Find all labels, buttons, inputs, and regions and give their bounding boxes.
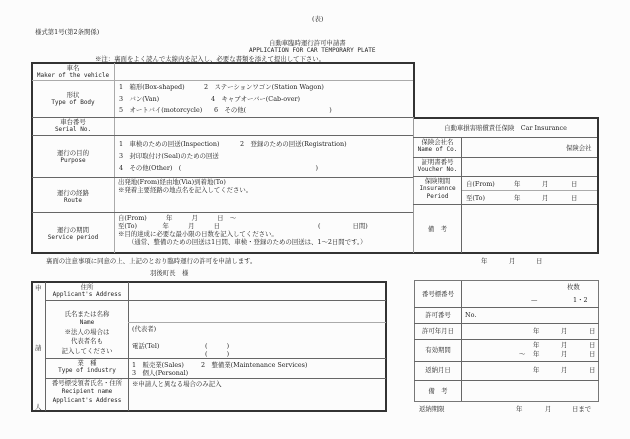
- period-from[interactable]: 自(From) 年 月 日 ～: [118, 214, 237, 222]
- recipient-note: ※申請人と異なる場合のみ記入: [132, 380, 222, 388]
- office-remarks-label: 備 考: [428, 387, 448, 395]
- purpose-label: 運行の目的 Purpose: [57, 149, 89, 165]
- permit-date-month[interactable]: 月: [561, 327, 568, 335]
- insurance-from-year[interactable]: 年: [514, 180, 521, 188]
- form-note: ※注：裏面をよく読んで太線内を記入し、必要な書類を添えて提出して下さい。: [95, 55, 326, 63]
- tel-input-2[interactable]: ( ): [205, 350, 230, 358]
- valid-to-day[interactable]: 日: [589, 350, 596, 358]
- applicant-name-input[interactable]: [129, 301, 385, 321]
- insurance-company-input[interactable]: [462, 138, 562, 156]
- route-note: ※発着主要経路の地点名を記入してください。: [118, 186, 253, 194]
- body-option-wagon[interactable]: 2 ステーションワゴン(Station Wagon): [204, 83, 324, 91]
- purpose-option-inspection[interactable]: 1 車検のための回送(Inspection): [119, 140, 220, 148]
- insurance-to-year[interactable]: 年: [514, 194, 521, 202]
- insurance-company-suffix: 保険会社: [566, 144, 592, 152]
- purpose-option-registration[interactable]: 2 登録のための回送(Registration): [240, 140, 347, 148]
- body-option-box[interactable]: 1 箱形(Box-shaped): [119, 83, 185, 91]
- insurance-to-month[interactable]: 月: [542, 194, 549, 202]
- return-date-day[interactable]: 日: [589, 366, 596, 374]
- valid-to-month[interactable]: 月: [561, 350, 568, 358]
- valid-tilde: ～: [519, 350, 526, 358]
- plate-number-label: 番号標番号: [422, 290, 454, 298]
- form-title-ja: 自動車臨時運行許可申請書: [269, 39, 346, 47]
- maker-label: 車名 Maker of the vehicle: [36, 64, 110, 80]
- valid-period-label: 有効期間: [425, 346, 451, 354]
- industry-option-sales[interactable]: 1 販売業(Sales): [132, 361, 184, 369]
- form-number: 様式第1号(第2条関係): [35, 28, 100, 36]
- return-date-month[interactable]: 月: [561, 366, 568, 374]
- serial-label: 車台番号 Serial No.: [54, 118, 92, 134]
- applicant-side-label-3: 人: [35, 403, 42, 411]
- industry-option-personal[interactable]: 3 個人(Personal): [132, 369, 189, 377]
- route-input[interactable]: [115, 195, 412, 211]
- applicant-side-label-1: 申: [35, 284, 42, 292]
- insurance-to-day[interactable]: 日: [571, 194, 578, 202]
- body-option-van[interactable]: 3 バン(Van): [119, 95, 160, 103]
- maker-input[interactable]: [115, 64, 412, 79]
- body-option-cabover[interactable]: 4 キャブオーバー(Cab-over): [211, 95, 301, 103]
- return-date-label: 返納月日: [425, 366, 451, 374]
- insurance-to-label: 至(To): [466, 194, 485, 202]
- period-to[interactable]: 至(To) 年 月 日: [118, 222, 221, 230]
- route-label: 運行の経路 Route: [57, 189, 89, 205]
- voucher-input[interactable]: [462, 158, 596, 175]
- permit-date-day[interactable]: 日: [589, 327, 596, 335]
- valid-from-month[interactable]: 月: [561, 341, 568, 349]
- insurance-from-label: 自(From): [466, 180, 495, 188]
- declaration-month[interactable]: 月: [509, 257, 516, 265]
- recipient-label: 番号標受領者氏名・住所 Recipient name Applicant's Address: [51, 379, 123, 404]
- permit-date-year[interactable]: 年: [533, 327, 540, 335]
- representative-label: (代表者): [132, 325, 157, 333]
- insurance-from-month[interactable]: 月: [542, 180, 549, 188]
- declaration-year[interactable]: 年: [481, 257, 488, 265]
- office-remarks-input[interactable]: [462, 381, 598, 401]
- industry-label: 業 種 Type of industry: [58, 359, 116, 375]
- return-deadline-day[interactable]: 日まで: [572, 405, 592, 413]
- valid-from-day[interactable]: 日: [589, 341, 596, 349]
- permit-number-label: 許可番号: [425, 311, 451, 319]
- side-label: (表): [312, 15, 324, 23]
- insurance-company-label: 保険会社名 Name of Co.: [417, 138, 458, 154]
- declaration-text: 裏面の注意事項に同意の上、上記のとおり臨時運行の許可を申請します。: [46, 257, 257, 265]
- declaration-day[interactable]: 日: [536, 257, 543, 265]
- applicant-address-input[interactable]: [129, 283, 385, 299]
- return-deadline-year[interactable]: 年: [516, 405, 523, 413]
- applicant-name-label: 氏名または名称 Name ※法人の場合は 代表者名も 記入してください: [61, 310, 113, 355]
- route-from-via-to: 出発地(From)経由地(Via)到着地(To): [118, 178, 226, 186]
- applicant-address-label: 住所 Applicant's Address: [52, 283, 122, 299]
- permit-date-label: 許可年月日: [422, 327, 454, 335]
- plate-count-label: 枚数: [567, 283, 580, 291]
- valid-from-year[interactable]: 年: [533, 341, 540, 349]
- body-option-other[interactable]: 6 その他( ): [214, 106, 332, 114]
- permit-number-prefix[interactable]: No.: [465, 311, 477, 319]
- insurance-header: 自動車損害賠償責任保険 Car Insurance: [444, 124, 567, 132]
- plate-count-value[interactable]: 1・2: [573, 296, 588, 304]
- industry-option-maintenance[interactable]: 2 整備業(Maintenance Services): [201, 361, 308, 369]
- voucher-label: 証明書番号 Voucher No.: [417, 158, 458, 174]
- applicant-side-label-2: 請: [35, 344, 42, 352]
- body-type-label: 形状 Type of Body: [51, 91, 95, 107]
- insurance-remarks-input[interactable]: [462, 205, 596, 252]
- valid-to-year[interactable]: 年: [533, 350, 540, 358]
- period-days[interactable]: ( 日間): [318, 222, 368, 230]
- insurance-from-day[interactable]: 日: [571, 180, 578, 188]
- period-note-detail: （通常、整備のための回送は1日間、車検・登録のための回送は、1～2日間です。）: [128, 238, 367, 246]
- body-option-motorcycle[interactable]: 5 オートバイ(motorcycle): [119, 106, 203, 114]
- purpose-option-seal[interactable]: 3 封印取付け(Seal)のための回送: [119, 152, 219, 160]
- tel-label: 電話(Tel): [132, 342, 160, 350]
- period-note: ※目的達成に必要な最小限の日数を記入してください。: [118, 230, 278, 238]
- form-title-en: APPLICATION FOR CAR TEMPORARY PLATE: [249, 47, 376, 54]
- service-period-label: 運行の期間 Service period: [47, 226, 99, 242]
- return-date-year[interactable]: 年: [533, 366, 540, 374]
- insurance-period-label: 保険期間 Insurannce Period: [419, 177, 456, 201]
- return-deadline-month[interactable]: 月: [545, 405, 552, 413]
- addressee: 羽後町長 様: [150, 269, 189, 277]
- recipient-input[interactable]: [129, 389, 385, 410]
- purpose-option-other[interactable]: 4 その他(Other) ( ): [119, 164, 318, 172]
- insurance-remarks-label: 備 考: [427, 225, 448, 233]
- plate-dash: —: [531, 296, 538, 304]
- return-deadline-label: 返納期限: [419, 405, 445, 413]
- serial-input[interactable]: [115, 118, 412, 134]
- tel-input-1[interactable]: ( ): [205, 342, 230, 350]
